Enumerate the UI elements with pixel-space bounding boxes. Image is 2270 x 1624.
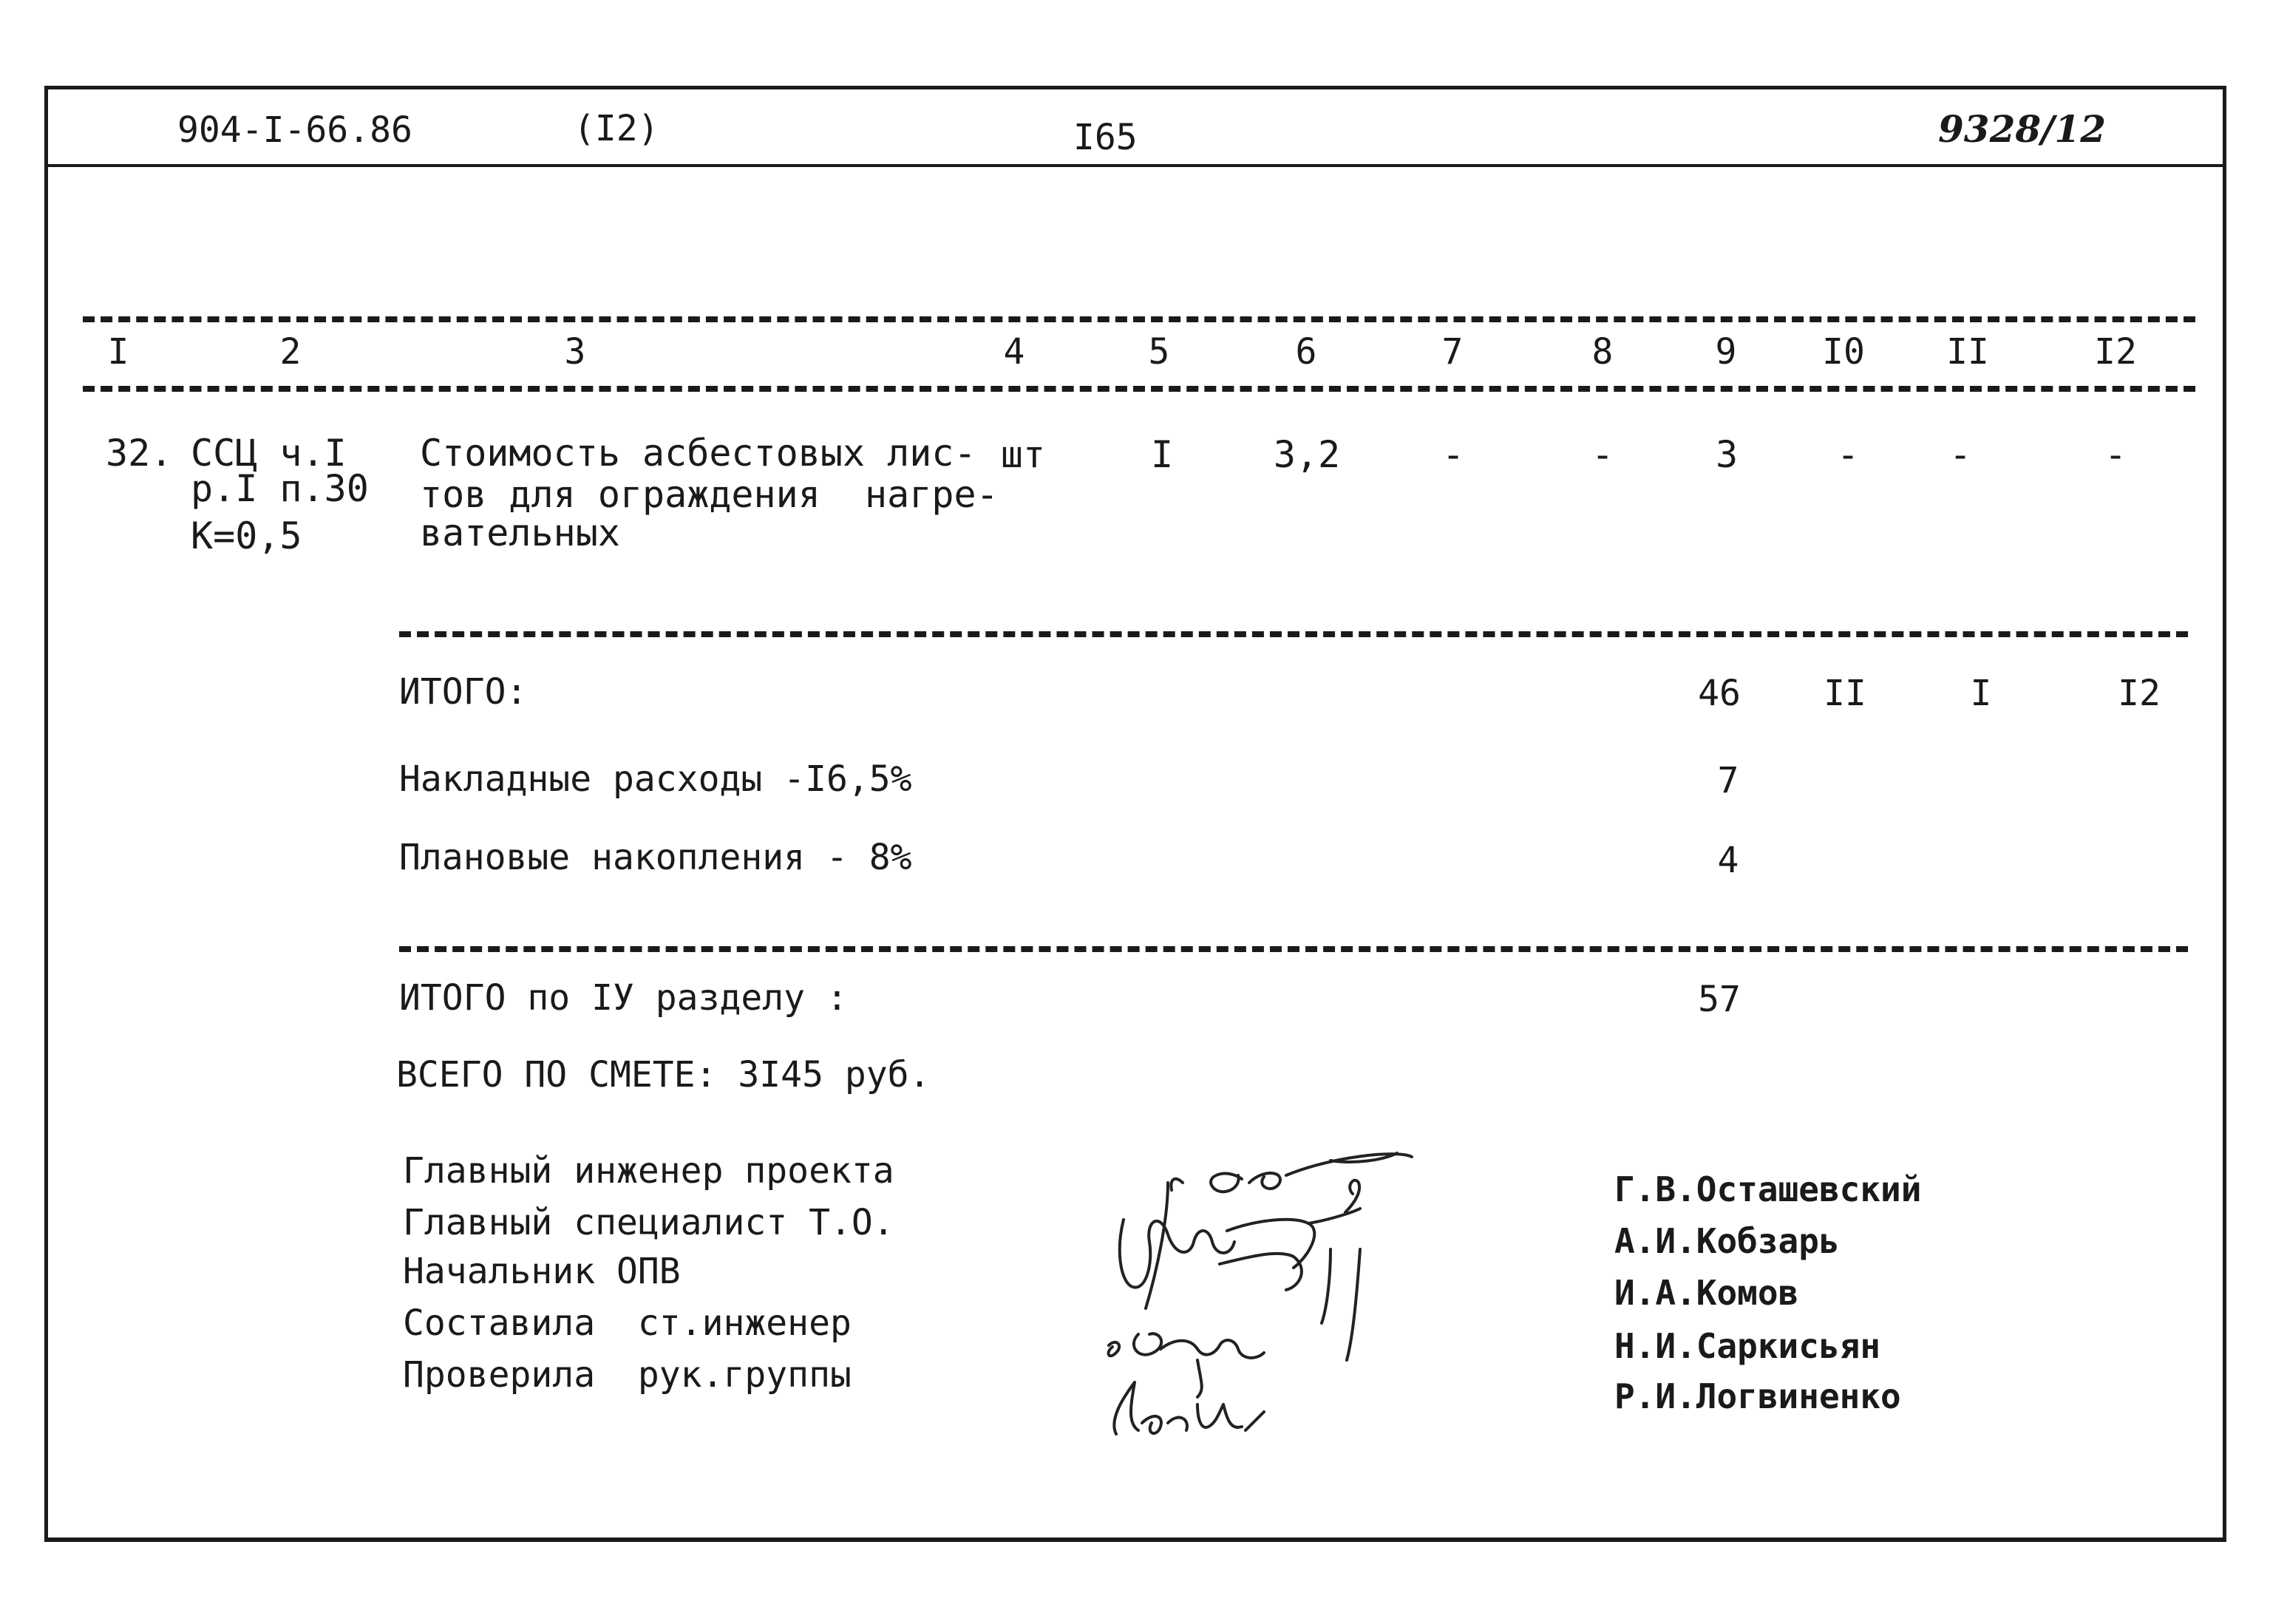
section-number: (I2) — [574, 108, 659, 149]
itogo-col-12: I2 — [2118, 673, 2161, 714]
section-total-value: 57 — [1698, 979, 1741, 1020]
row-number: 32. — [106, 432, 173, 475]
signature-title-2: Главный специалист Т.О. — [403, 1202, 894, 1243]
handwritten-signatures — [1087, 1138, 1471, 1449]
row-col-10: - — [1836, 433, 1860, 476]
itogo-label: ИТОГО: — [399, 671, 528, 713]
row-col-11: - — [1948, 433, 1972, 476]
signature-title-5: Проверила рук.группы — [403, 1354, 852, 1396]
row-col-8: - — [1591, 433, 1614, 476]
archive-number: 9328/12 — [1938, 107, 2107, 151]
column-header-10: I0 — [1822, 331, 1865, 373]
doc-code: 904-I-66.86 — [177, 109, 412, 151]
signature-name-4: Н.И.Саркисьян — [1614, 1326, 1881, 1366]
section-total-label: ИТОГО по IУ разделу : — [399, 977, 848, 1019]
signature-name-5: Р.И.Логвиненко — [1614, 1376, 1901, 1416]
column-header-7: 7 — [1441, 331, 1464, 373]
column-header-6: 6 — [1295, 331, 1317, 373]
row-col-7: - — [1441, 433, 1465, 476]
row-col-9: 3 — [1715, 433, 1739, 476]
page-number: I65 — [1073, 117, 1138, 158]
signature-name-1: Г.В.Осташевский — [1614, 1169, 1922, 1209]
signature-title-3: Начальник ОПВ — [403, 1251, 681, 1292]
row-description-line-3: вательных — [420, 512, 620, 554]
overhead-label: Накладные расходы -I6,5% — [399, 758, 912, 800]
column-header-11: II — [1946, 331, 1989, 373]
column-header-9: 9 — [1715, 331, 1737, 373]
row-unit: шт — [1000, 433, 1046, 476]
grand-total: ВСЕГО ПО СМЕТЕ: 3I45 руб. — [396, 1054, 931, 1095]
column-header-2: 2 — [279, 331, 302, 373]
itogo-col-11: I — [1970, 673, 1992, 714]
row-description-line-2: тов для ограждения нагре- — [420, 473, 999, 516]
signature-name-2: А.И.Кобзарь — [1614, 1221, 1840, 1261]
column-header-3: 3 — [564, 331, 586, 373]
row-col-12: - — [2104, 433, 2127, 476]
itogo-col-9: 46 — [1698, 673, 1741, 714]
column-header-12: I2 — [2094, 331, 2137, 373]
planned-label: Плановые накопления - 8% — [399, 837, 912, 878]
column-header-8: 8 — [1591, 331, 1614, 373]
row-col-5: I — [1150, 433, 1174, 476]
row-reference-line-3: К=0,5 — [191, 514, 302, 557]
itogo-col-10: II — [1824, 673, 1866, 714]
signature-title-4: Составила ст.инженер — [403, 1302, 852, 1344]
overhead-value: 7 — [1717, 760, 1739, 801]
header-divider — [48, 164, 2223, 167]
column-header-4: 4 — [1003, 331, 1025, 373]
column-header-5: 5 — [1148, 331, 1170, 373]
signature-name-3: И.А.Комов — [1614, 1273, 1799, 1313]
section-total-rule — [399, 946, 2188, 952]
signature-title-1: Главный инженер проекта — [403, 1150, 894, 1192]
row-reference-line-1: ССЦ ч.I — [191, 432, 347, 475]
planned-value: 4 — [1717, 840, 1739, 881]
column-header-bottom-rule — [83, 386, 2195, 392]
row-reference-line-2: р.I п.30 — [191, 467, 369, 510]
totals-rule — [399, 631, 2188, 637]
row-col-6: 3,2 — [1273, 433, 1341, 476]
column-header-top-rule — [83, 316, 2195, 322]
column-header-1: I — [107, 331, 129, 373]
row-description-line-1: Стоимость асбестовых лис- — [420, 432, 976, 475]
